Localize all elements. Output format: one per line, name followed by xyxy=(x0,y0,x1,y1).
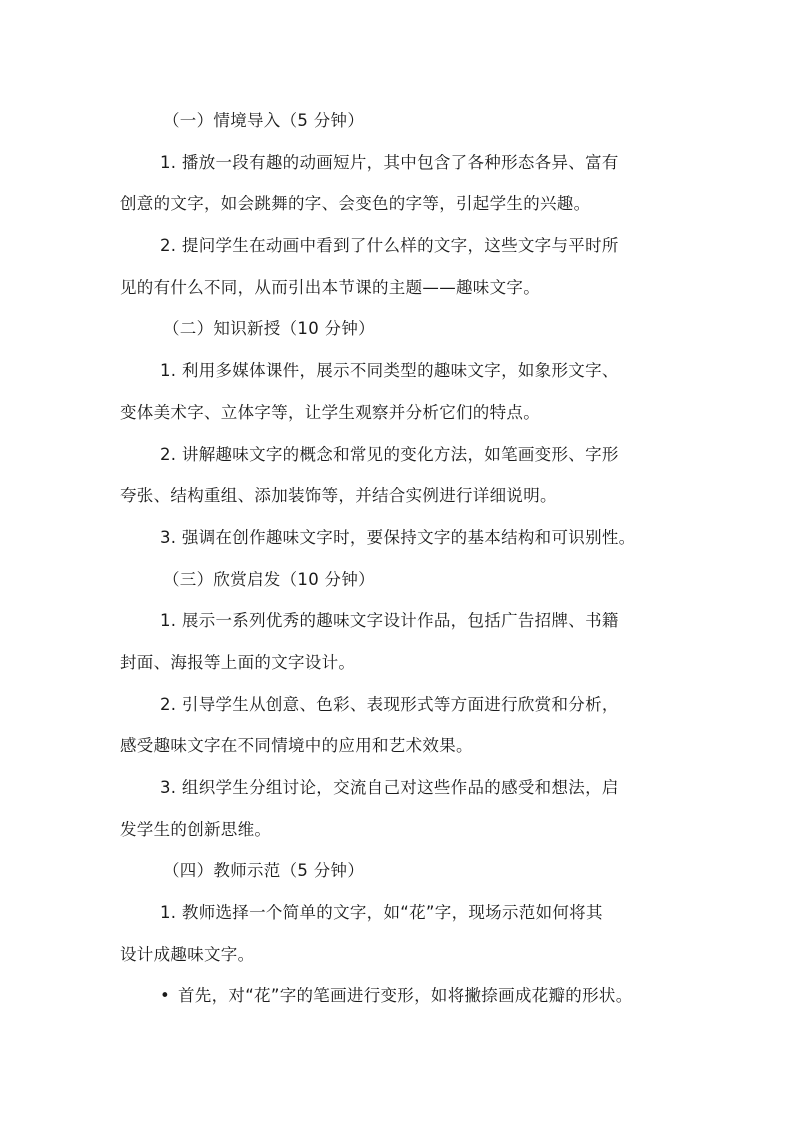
paragraph-line: 夸张、结构重组、添加装饰等，并结合实例进行详细说明。 xyxy=(120,486,557,506)
paragraph-line: 1. 教师选择一个简单的文字，如“花”字，现场示范如何将其 xyxy=(160,903,603,923)
paragraph-line: 1. 展示一系列优秀的趣味文字设计作品，包括广告招牌、书籍 xyxy=(160,611,619,631)
paragraph-line: 见的有什么不同，从而引出本节课的主题——趣味文字。 xyxy=(120,277,540,297)
section-heading-4: （四）教师示范（5 分钟） xyxy=(163,861,365,881)
paragraph-line: 变体美术字、立体字等，让学生观察并分析它们的特点。 xyxy=(120,402,540,422)
section-heading-1: （一）情境导入（5 分钟） xyxy=(163,111,365,130)
paragraph-line: 1. 播放一段有趣的动画短片，其中包含了各种形态各异、富有 xyxy=(160,152,619,172)
paragraph-line: 2. 讲解趣味文字的概念和常见的变化方法，如笔画变形、字形 xyxy=(160,444,619,464)
document-body xyxy=(120,100,676,1017)
section-heading-3: （三）欣赏启发（10 分钟） xyxy=(163,569,375,589)
paragraph-line: 1. 利用多媒体课件，展示不同类型的趣味文字，如象形文字、 xyxy=(160,361,619,381)
paragraph-line: 感受趣味文字在不同情境中的应用和艺术效果。 xyxy=(120,736,473,756)
section-heading-2: （二）知识新授（10 分钟） xyxy=(163,319,375,339)
bullet-item-text: 首先，对“花”字的笔画进行变形，如将撇捺画成花瓣的形状。 xyxy=(178,986,633,1006)
bullet-icon: • xyxy=(160,986,171,1006)
paragraph-line: 2. 引导学生从创意、色彩、表现形式等方面进行欣赏和分析， xyxy=(160,694,619,714)
paragraph-line: 创意的文字，如会跳舞的字、会变色的字等，引起学生的兴趣。 xyxy=(120,194,591,214)
paragraph-line: 发学生的创新思维。 xyxy=(120,819,272,839)
paragraph-line: 设计成趣味文字。 xyxy=(120,944,255,964)
paragraph-line: 2. 提问学生在动画中看到了什么样的文字，这些文字与平时所 xyxy=(160,236,619,256)
bullet-item xyxy=(120,975,676,1017)
paragraph-line: 3. 强调在创作趣味文字时，要保持文字的基本结构和可识别性。 xyxy=(160,527,636,547)
paragraph-line: 3. 组织学生分组讨论，交流自己对这些作品的感受和想法，启 xyxy=(160,778,619,797)
paragraph-line: 封面、海报等上面的文字设计。 xyxy=(120,652,356,672)
